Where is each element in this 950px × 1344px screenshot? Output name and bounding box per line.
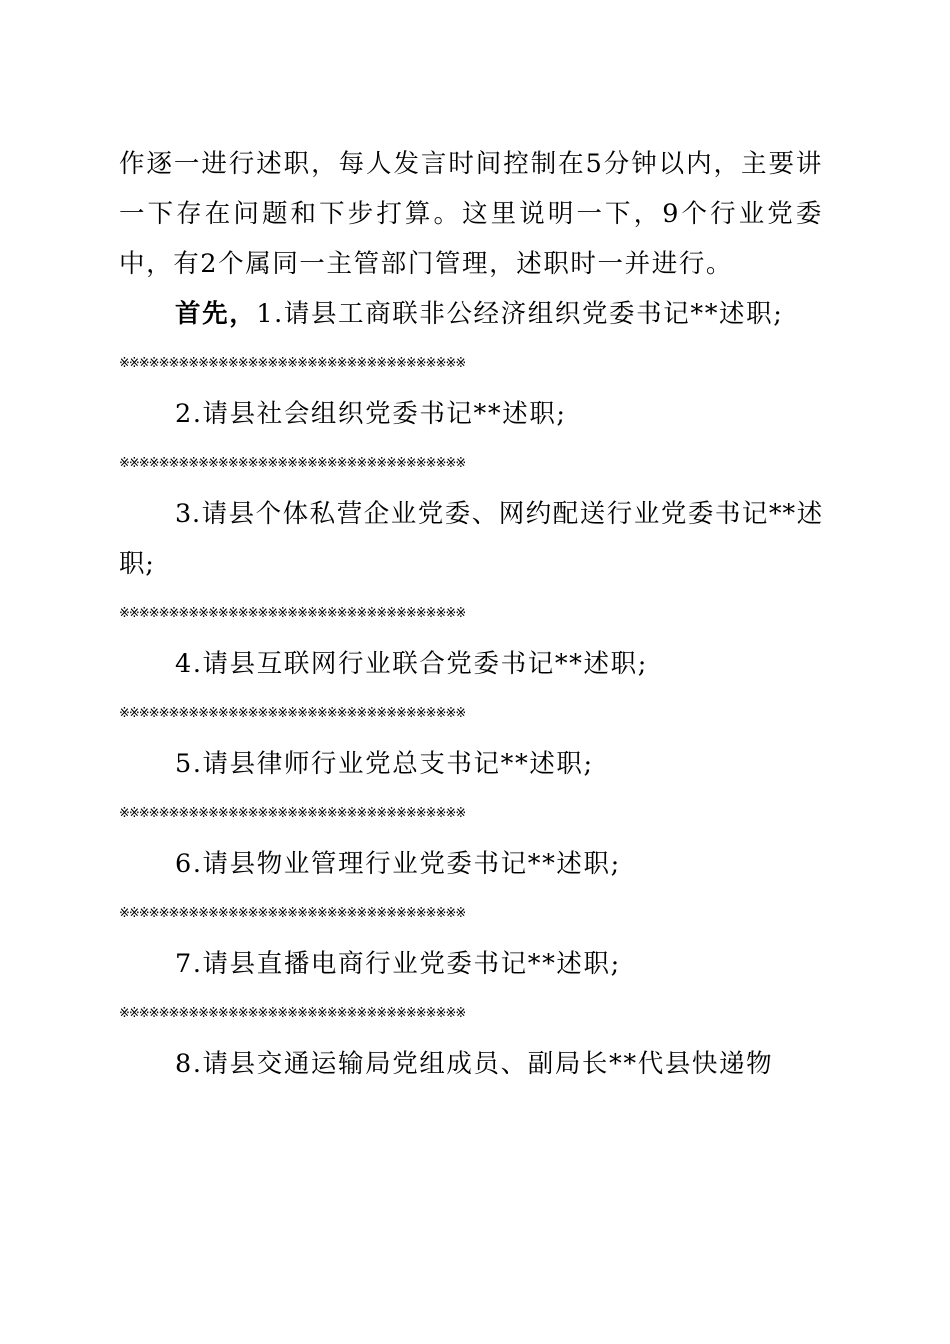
separator-5: ※※※※※※※※※※※※※※※※※※※※※※※※※※※※※※※※※※※ (119, 806, 466, 821)
separator-7: ※※※※※※※※※※※※※※※※※※※※※※※※※※※※※※※※※※※ (119, 1006, 466, 1021)
separator-6: ※※※※※※※※※※※※※※※※※※※※※※※※※※※※※※※※※※※ (119, 906, 466, 921)
item-paragraph-3: 3.请县个体私营企业党委、网约配送行业党委书记**述职; (119, 499, 823, 579)
item-paragraph-4: 4.请县互联网行业联合党委书记**述职; (175, 649, 648, 679)
item-paragraph-7: 7.请县直播电商行业党委书记**述职; (175, 949, 621, 979)
separator-1: ※※※※※※※※※※※※※※※※※※※※※※※※※※※※※※※※※※※ (119, 356, 466, 371)
separator-3: ※※※※※※※※※※※※※※※※※※※※※※※※※※※※※※※※※※※ (119, 606, 466, 621)
item-paragraph-5: 5.请县律师行业党总支书记**述职; (175, 749, 594, 779)
intro-paragraph: 作逐一进行述职，每人发言时间控制在5分钟以内，主要讲一下存在问题和下步打算。这里说明一下，9个行业党委中，有2个属同一主管部门管理，述职时一并进行。 (119, 149, 823, 279)
item-paragraph-8: 8.请县交通运输局党组成员、副局长**代县快递物 (175, 1049, 774, 1079)
first-bold-label: 首先， (175, 299, 257, 329)
separator-4: ※※※※※※※※※※※※※※※※※※※※※※※※※※※※※※※※※※※ (119, 706, 466, 721)
document-body (119, 139, 823, 1089)
separator-2: ※※※※※※※※※※※※※※※※※※※※※※※※※※※※※※※※※※※ (119, 456, 466, 471)
item-text-1: 1.请县工商联非公经济组织党委书记**述职; (256, 299, 784, 329)
item-paragraph-2: 2.请县社会组织党委书记**述职; (175, 399, 567, 429)
item-paragraph-1 (119, 289, 823, 339)
item-paragraph-6: 6.请县物业管理行业党委书记**述职; (175, 849, 621, 879)
